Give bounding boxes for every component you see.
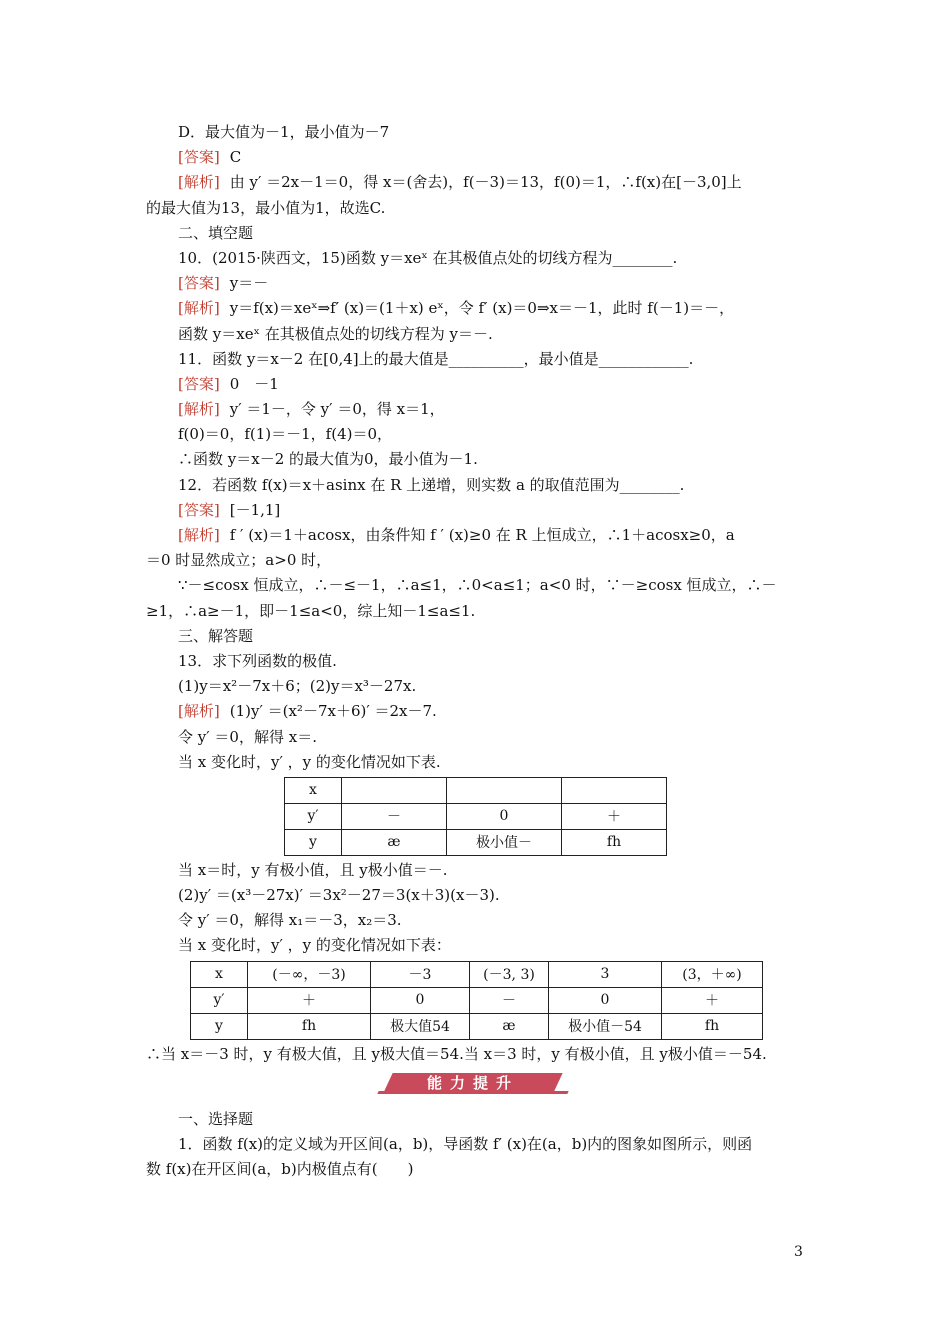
analysis-tag: [解析]: [178, 526, 220, 544]
table-cell: －: [342, 803, 447, 829]
table-row: [191, 987, 763, 1013]
table-cell: ＋: [662, 987, 763, 1013]
table-cell: æ: [470, 1013, 549, 1039]
analysis-13-b: 令 y′ ＝0，解得 x＝.: [178, 727, 317, 746]
table-cell: 极小值－: [447, 829, 562, 855]
analysis-13: [146, 699, 810, 724]
answer-text: C: [229, 148, 242, 167]
analysis-text: y′ ＝1－，令 y′ ＝0，得 x＝1，: [229, 400, 445, 419]
table-cell: －: [470, 987, 549, 1013]
analysis-tag: [解析]: [178, 173, 220, 192]
analysis-9: [146, 170, 810, 195]
analysis-12-cont2: ∵－≤cosx 恒成立，∴－≤－1，∴a≤1，∴0<a≤1；a<0 时，∵－≥cosx 恒成立，∴－: [178, 576, 777, 595]
question-12: 12．若函数 f(x)＝x＋asinx 在 R 上递增，则实数 a 的取值范围为________.: [178, 475, 685, 494]
analysis-tag: [解析]: [178, 299, 220, 318]
question-1-cont: 数 f(x)在开区间(a，b)内极值点有( ): [146, 1160, 414, 1179]
analysis-tag: [解析]: [178, 400, 220, 419]
page-number: 3: [794, 1244, 803, 1260]
variation-table-2: [190, 961, 763, 1040]
option-d: D．最大值为－1，最小值为－7: [178, 123, 390, 141]
table-cell: (－∞，－3): [248, 961, 371, 987]
section-solve: 三、解答题: [178, 626, 254, 645]
question-13: 13．求下列函数的极值.: [178, 651, 337, 670]
table-cell: x: [285, 777, 342, 803]
answer-tag: [答案]: [178, 274, 220, 293]
answer-tag: [答案]: [178, 148, 220, 167]
question-11: 11．函数 y＝x－2 在[0,4]上的最大值是__________，最小值是____________.: [178, 349, 694, 368]
table-cell: ＋: [562, 803, 667, 829]
analysis-13-g: 当 x 变化时，y′ ，y 的变化情况如下表：: [178, 936, 451, 955]
analysis-10-cont: 函数 y＝xeˣ 在其极值点处的切线方程为 y＝－.: [178, 324, 493, 343]
analysis-12-cont: ＝0 时显然成立；a>0 时，: [146, 551, 332, 570]
analysis-tag: [解析]: [178, 702, 220, 721]
table-cell: 0: [371, 987, 470, 1013]
analysis-11: [146, 397, 810, 422]
table-cell: fh: [562, 829, 667, 855]
table-cell: fh: [662, 1013, 763, 1039]
table-row: [285, 777, 667, 803]
analysis-10: [146, 296, 810, 321]
section-choice: 一、选择题: [178, 1109, 254, 1128]
table-cell: æ: [342, 829, 447, 855]
analysis-13-d: 当 x＝时，y 有极小值，且 y极小值＝－.: [178, 860, 448, 879]
table-cell: (－3, 3): [470, 961, 549, 987]
answer-11: [146, 372, 810, 397]
analysis-9-cont: 的最大值为13，最小值为1，故选C.: [146, 198, 386, 217]
answer-tag: [答案]: [178, 374, 220, 393]
answer-text: [－1,1]: [229, 500, 281, 519]
analysis-text: f ′ (x)＝1＋acosx，由条件知 f ′ (x)≥0 在 R 上恒成立，∴1＋acosx≥0，a: [229, 526, 735, 544]
table-cell: [562, 777, 667, 803]
analysis-text: y＝f(x)＝xeˣ⇒f′ (x)＝(1＋x) eˣ，令 f′ (x)＝0⇒x＝－1，此时 f(－1)＝－，: [229, 299, 735, 318]
section-fill-blank: 二、填空题: [178, 223, 254, 242]
question-1: 1．函数 f(x)的定义域为开区间(a，b)，导函数 f′ (x)在(a，b)内的图象如图所示，则函: [178, 1135, 753, 1153]
table-cell: (3，＋∞): [662, 961, 763, 987]
analysis-11-values: f(0)＝0，f(1)＝－1，f(4)＝0，: [178, 425, 393, 444]
answer-12: [146, 498, 810, 523]
table-cell: 极小值－54: [549, 1013, 662, 1039]
page-content: [146, 120, 810, 1182]
analysis-13-e: (2)y′ ＝(x³－27x)′ ＝3x²－27＝3(x＋3)(x－3).: [178, 886, 500, 905]
table-cell: x: [191, 961, 248, 987]
table-row: [285, 829, 667, 855]
banner-title: 能力提升: [426, 1073, 519, 1092]
analysis-text: (1)y′ ＝(x²－7x＋6)′ ＝2x－7.: [229, 702, 437, 721]
table-cell: [342, 777, 447, 803]
table-cell: y′: [191, 987, 248, 1013]
question-13-parts: (1)y＝x²－7x＋6；(2)y＝x³－27x.: [178, 677, 417, 696]
table-cell: y: [285, 829, 342, 855]
analysis-text: 由 y′ ＝2x－1＝0，得 x＝(舍去)，f(－3)＝13，f(0)＝1，∴f(x)在[－3,0]上: [229, 173, 742, 192]
answer-9: [146, 145, 810, 170]
table-cell: 3: [549, 961, 662, 987]
table-row: [191, 961, 763, 987]
analysis-13-h: ∴当 x＝－3 时，y 有极大值，且 y极大值＝54.当 x＝3 时，y 有极小值，且 y极小值＝－54.: [146, 1044, 767, 1063]
analysis-11-conclusion: ∴函数 y＝x－2 的最大值为0，最小值为－1.: [178, 450, 478, 469]
table-row: [285, 803, 667, 829]
table-row: [191, 1013, 763, 1039]
table-cell: y′: [285, 803, 342, 829]
table-cell: 极大值54: [371, 1013, 470, 1039]
table-cell: 0: [549, 987, 662, 1013]
variation-table-1: [284, 777, 667, 856]
table-cell: y: [191, 1013, 248, 1039]
analysis-13-c: 当 x 变化时，y′ ，y 的变化情况如下表.: [178, 752, 441, 771]
analysis-12: [146, 523, 810, 548]
answer-text: 0 －1: [229, 374, 279, 393]
ability-banner: [146, 1067, 810, 1107]
question-10: 10．(2015·陕西文，15)函数 y＝xeˣ 在其极值点处的切线方程为________.: [178, 248, 678, 267]
table-cell: ＋: [248, 987, 371, 1013]
table-cell: [447, 777, 562, 803]
analysis-12-cont3: ≥1，∴a≥－1，即－1≤a<0，综上知－1≤a≤1.: [146, 601, 476, 620]
answer-tag: [答案]: [178, 500, 220, 519]
table-cell: 0: [447, 803, 562, 829]
answer-text: y＝－: [229, 274, 269, 293]
table-cell: fh: [248, 1013, 371, 1039]
analysis-13-f: 令 y′ ＝0，解得 x₁＝－3，x₂＝3.: [178, 911, 402, 930]
answer-10: [146, 271, 810, 296]
table-cell: －3: [371, 961, 470, 987]
